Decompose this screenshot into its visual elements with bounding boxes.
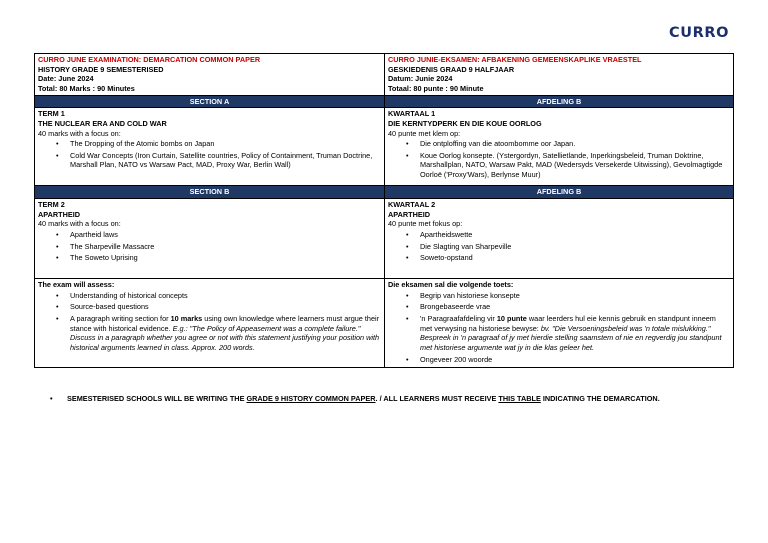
header-en-cell xyxy=(35,54,385,96)
exam-title-en: CURRO JUNE EXAMINATION: DEMARCATION COMMON PAPER xyxy=(38,55,261,64)
list-item: • Understanding of historical concepts xyxy=(38,291,381,301)
section-bar-1 xyxy=(35,95,734,108)
assessment-af-cell xyxy=(385,279,734,368)
list-item: • The Soweto Uprising xyxy=(38,253,381,263)
term2-row xyxy=(35,199,734,279)
focus-text: 40 punte met klem op: xyxy=(388,128,461,138)
total-en: Total: 80 Marks : 90 Minutes xyxy=(38,83,135,93)
list-item: • Apartheid laws xyxy=(38,230,381,240)
footnote-underlined: GRADE 9 HISTORY COMMON PAPER xyxy=(246,394,376,403)
term-label: KWARTAAL 1 xyxy=(388,109,436,119)
total-af: Totaal: 80 punte : 90 Minute xyxy=(388,83,484,93)
example-text: E.g.: "The Policy of Appeasement was a complete failure." Discuss in a paragraph whether you agree or not with this statement justifying your position with historical arguments learned in class. Approx. 200 words. xyxy=(70,323,380,352)
topic-list xyxy=(38,139,381,170)
assessment-list xyxy=(388,291,730,364)
assessment-en-cell xyxy=(35,279,385,368)
list-item: • Soweto-opstand xyxy=(388,253,730,263)
example-text: bv. "Die Versoeningsbeleid was 'n totale mislukking." Bespreek in 'n paragraaf of jy met hierdie stelling saamstem of nie en regverdig jou standpunt met historiese argumente wat jy in die klas geleer het. xyxy=(420,323,722,352)
header-row xyxy=(35,54,734,96)
list-item: • The Dropping of the Atomic bombs on Japan xyxy=(38,139,381,149)
topic-list xyxy=(38,230,381,263)
focus-text: 40 marks with a focus on: xyxy=(38,219,121,229)
section-label-af-1: AFDELING B xyxy=(385,95,734,108)
list-item: • Source-based questions xyxy=(38,302,381,312)
item-text: using own knowledge where learners must argue their stance with historical evidence. xyxy=(70,314,380,333)
section-label-af-2: AFDELING B xyxy=(385,186,734,199)
subject-af: GESKIEDENIS GRAAD 9 HALFJAAR xyxy=(388,64,515,74)
footnote xyxy=(50,394,660,404)
marks-emphasis: 10 marks xyxy=(170,314,203,324)
item-text: waar leerders hul eie kennis gebruik en standpunt inneem met verwysing na historiese bewyse: xyxy=(420,314,716,333)
footnote-text: . / ALL LEARNERS MUST RECEIVE xyxy=(375,394,499,403)
footnote-text: SEMESTERISED SCHOOLS WILL BE WRITING THE xyxy=(67,394,247,403)
list-item xyxy=(38,314,381,353)
assessment-heading: Die eksamen sal die volgende toets: xyxy=(388,280,514,290)
footnote-underlined: THIS TABLE xyxy=(498,394,541,403)
topic-title: APARTHEID xyxy=(388,209,431,219)
list-item: • Ongeveer 200 woorde xyxy=(388,355,730,365)
subject-en: HISTORY GRADE 9 SEMESTERISED xyxy=(38,64,164,74)
bullet: • xyxy=(50,394,53,403)
section-label-en-1: SECTION A xyxy=(35,95,385,108)
assessment-row xyxy=(35,279,734,368)
assessment-list xyxy=(38,291,381,353)
date-en: Date: June 2024 xyxy=(38,74,94,84)
list-item: • Begrip van historiese konsepte xyxy=(388,291,730,301)
term1-af-cell xyxy=(385,108,734,186)
assessment-heading: The exam will assess: xyxy=(38,280,115,290)
section-bar-2 xyxy=(35,186,734,199)
footnote-text: INDICATING THE DEMARCATION. xyxy=(540,394,660,403)
term-label: TERM 2 xyxy=(38,200,65,210)
list-item: • Cold War Concepts (Iron Curtain, Satellite countries, Policy of Containment, Truman Doctrine, Marshall Plan, NATO vs Warsaw Pact, MAD, Proxy War, Berlin Wall) xyxy=(38,151,381,170)
list-item xyxy=(388,314,730,353)
term1-row xyxy=(35,108,734,186)
topic-title: DIE KERNTYDPERK EN DIE KOUE OORLOG xyxy=(388,118,542,128)
term2-en-cell xyxy=(35,199,385,279)
list-item: • Die ontploffing van die atoombomme oor Japan. xyxy=(388,139,730,149)
demarcation-table xyxy=(34,53,734,368)
focus-text: 40 marks with a focus on: xyxy=(38,128,121,138)
term-label: TERM 1 xyxy=(38,109,65,119)
header-af-cell xyxy=(385,54,734,96)
curro-logo: CURRO xyxy=(669,25,730,41)
list-item: • Koue Oorlog konsepte. (Ystergordyn, Satellietlande, Inperkingsbeleid, Truman Doktrine, Marshallplan, NATO, Warsaw Pakt, MAD (Wedersyds Versekerde Uitwissing), Gevolmagtigde Oorloë ('Proxy'Wars), Berlynse Muur) xyxy=(388,151,730,180)
date-af: Datum: Junie 2024 xyxy=(388,74,453,84)
focus-text: 40 punte met fokus op: xyxy=(388,219,463,229)
list-item: • Apartheidswette xyxy=(388,230,730,240)
list-item: • The Sharpeville Massacre xyxy=(38,242,381,252)
section-label-en-2: SECTION B xyxy=(35,186,385,199)
item-text: A paragraph writing section for xyxy=(70,314,171,324)
item-text: 'n Paragraafafdeling vir xyxy=(420,314,497,324)
topic-title: THE NUCLEAR ERA AND COLD WAR xyxy=(38,118,167,128)
marks-emphasis: 10 punte xyxy=(496,314,527,324)
term1-en-cell xyxy=(35,108,385,186)
exam-title-af: CURRO JUNIE-EKSAMEN: AFBAKENING GEMEENSKAPLIKE VRAESTEL xyxy=(388,55,642,64)
term2-af-cell xyxy=(385,199,734,279)
topic-title: APARTHEID xyxy=(38,209,81,219)
topic-list xyxy=(388,230,730,263)
topic-list xyxy=(388,139,730,180)
term-label: KWARTAAL 2 xyxy=(388,200,436,210)
list-item: • Brongebaseerde vrae xyxy=(388,302,730,312)
list-item: • Die Slagting van Sharpeville xyxy=(388,242,730,252)
